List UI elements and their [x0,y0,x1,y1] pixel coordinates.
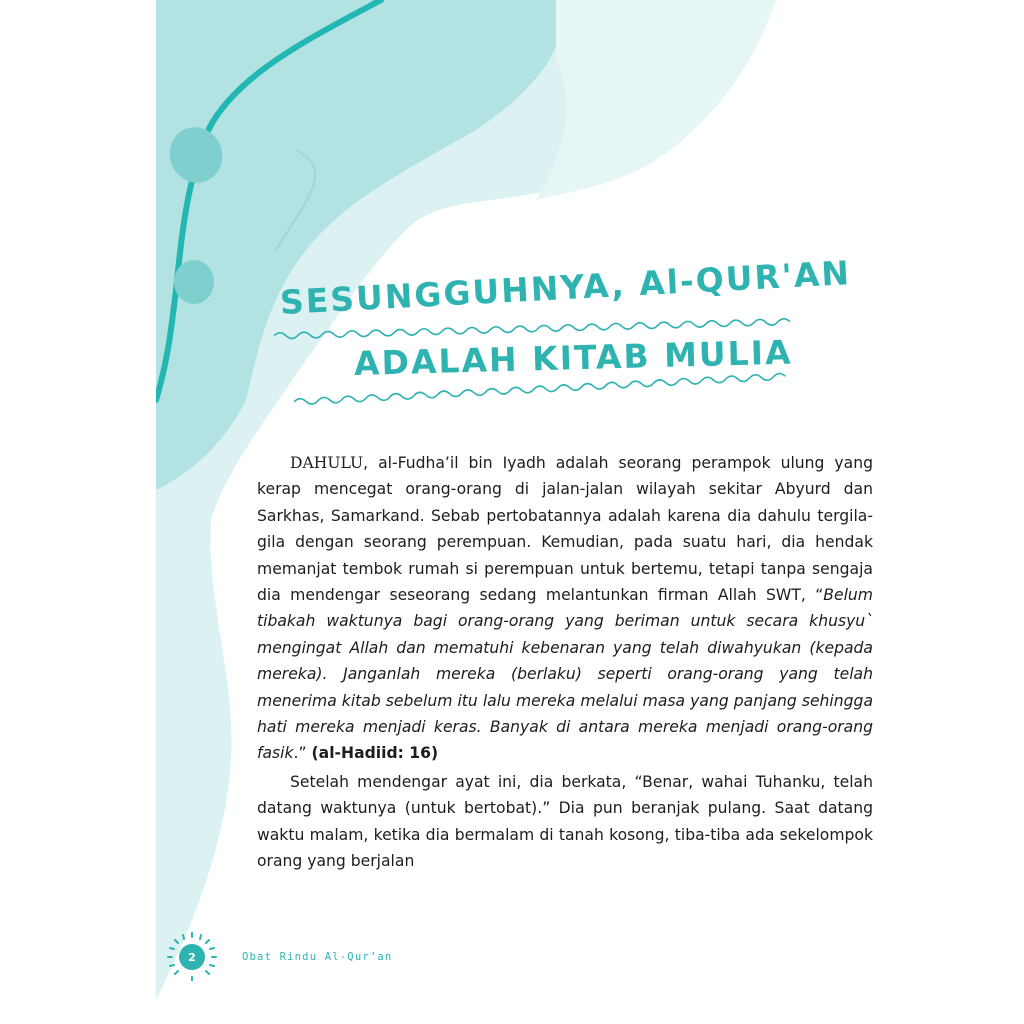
page-footer [156,925,1024,985]
book-page [156,0,1024,1024]
paragraph-lead-word: DAHULU [290,454,364,472]
paragraph-2: Setelah mendengar ayat ini, dia berkata, “Benar, wahai Tuhanku, telah datang waktunya (untuk bertobat).” Dia pun beranjak pulang. Saat datang waktu malam, ketika dia bermalam di tanah kosong, tiba-tiba ada sekelompok orang yang berjalan [257,772,873,871]
chapter-title-line-2: ADALAH KITAB MULIA [353,332,793,383]
chapter-title-line-1: SESUNGGUHNYA, Al-QUR'AN [278,253,852,322]
quran-quote: Belum tibakah waktunya bagi orang-orang yang beriman untuk secara khusyu` mengingat Allah dan mematuhi kebenaran yang telah diwahyukan (kepada mereka). Janganlah mereka (berlaku) seperti orang-orang yang telah menerima kitab sebelum itu lalu mereka melalui masa yang panjang sehingga hati mereka menjadi keras. Banyak di antara mereka menjadi orang-orang fasik [257,586,873,763]
body-text [257,450,873,875]
title-underline-wave-2 [294,368,794,408]
page-number: 2 [188,951,196,964]
paragraph-1-text: , al-Fudha’il bin Iyadh adalah seorang perampok ulung yang kerap mencegat orang-orang di jalan-jalan wilayah sekitar Abyurd dan Sarkhas, Samarkand. Sebab pertobatannya adalah karena dia dahulu tergila-gila dengan seorang perempuan. Kemudian, pada suatu hari, dia hendak memanjat tembok rumah si perempuan untuk bertemu, tetapi tanpa sengaja dia mendengar seseorang sedang melantunkan firman Allah SWT, “ [257,454,873,605]
paragraph-1 [257,450,873,767]
book-title: Obat Rindu Al-Qur’an [242,951,393,963]
chapter-title [156,0,1024,430]
quote-close: .” [293,744,312,763]
verse-citation: (al-Hadiid: 16) [311,744,439,763]
